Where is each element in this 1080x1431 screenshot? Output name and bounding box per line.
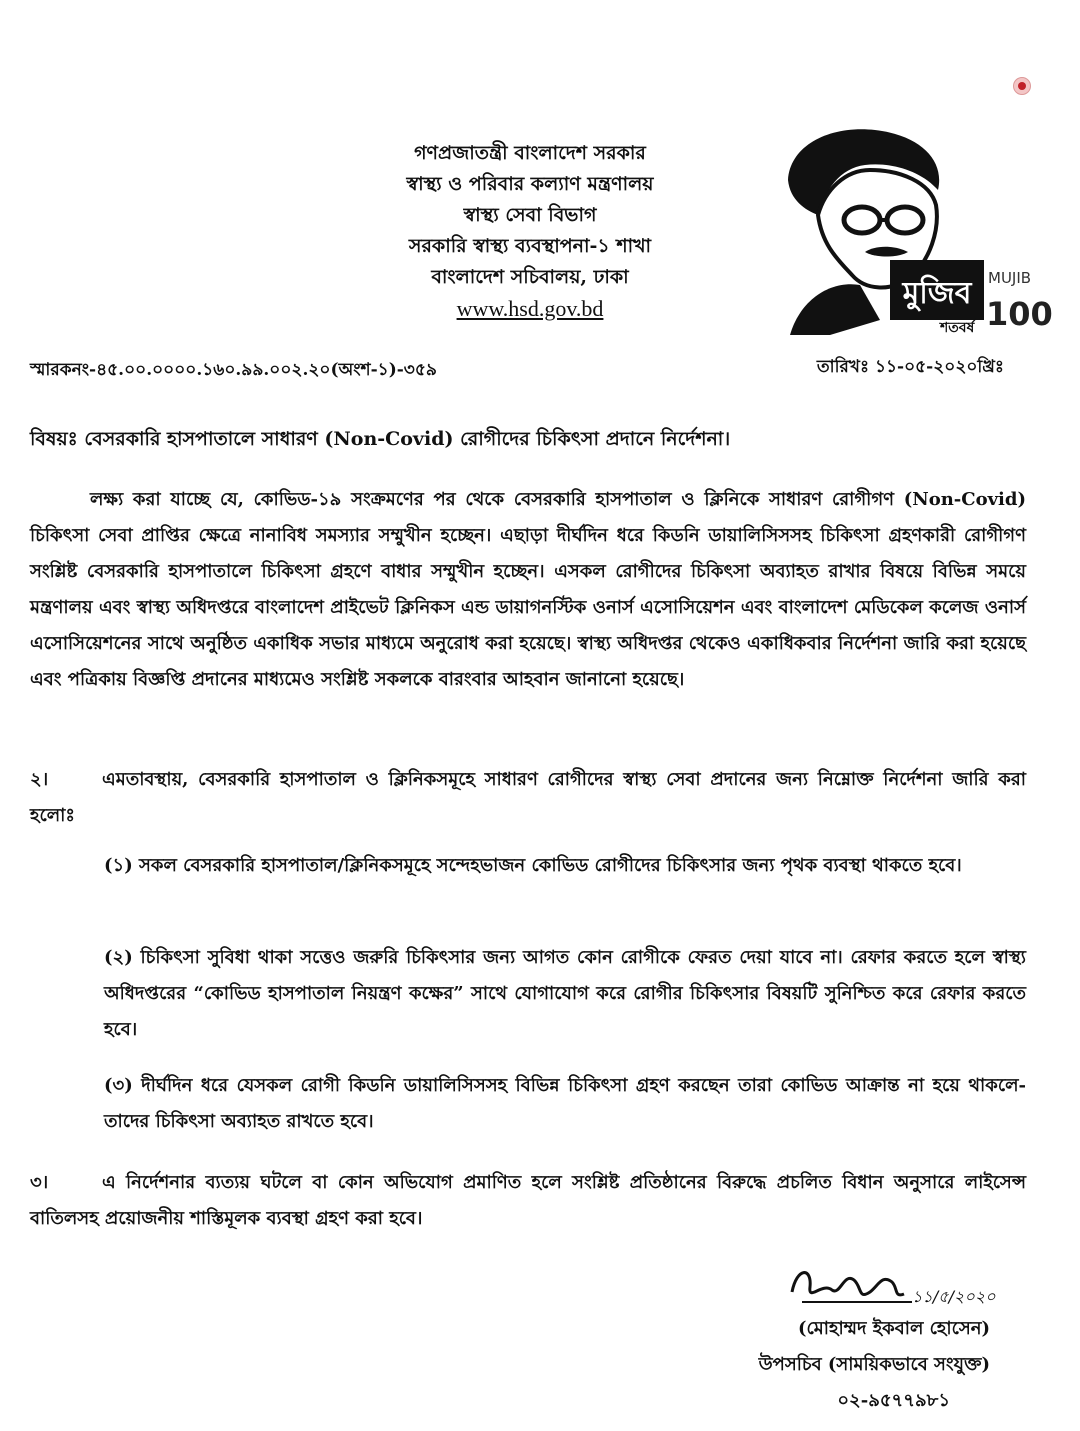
letterhead-line-ministry: স্বাস্থ্য ও পরিবার কল্যাণ মন্ত্রণালয়	[406, 173, 654, 195]
paragraph-2-text: এমতাবস্থায়, বেসরকারি হাসপাতাল ও ক্লিনিকসমূহে সাধারণ রোগীদের স্বাস্থ্য সেবা প্রদানের জন্য নিম্নোক্ত নির্দেশনা জারি করা হলোঃ	[30, 769, 1026, 826]
memo-number: স্মারকনং-৪৫.০০.০০০০.১৬০.৯৯.০০২.২০(অংশ-১)-৩৫৯	[30, 360, 437, 380]
paragraph-1: লক্ষ্য করা যাচ্ছে যে, কোভিড-১৯ সংক্রমণের পর থেকে বেসরকারি হাসপাতাল ও ক্লিনিকে সাধারণ রোগীগণ (Non-Covid) চিকিৎসা সেবা প্রাপ্তির ক্ষেত্রে নানাবিধ সমস্যার সম্মুখীন হচ্ছেন। এছাড়া দীর্ঘদিন ধরে কিডনি ডায়ালিসিসসহ চিকিৎসা গ্রহণকারী রোগীগণ সংশ্লিষ্ট বেসরকারি হাসপাতালে চিকিৎসা গ্রহণে বাধার সম্মুখীন হচ্ছেন। এসকল রোগীদের চিকিৎসা অব্যাহত রাখার বিষয়ে বিভিন্ন সময়ে মন্ত্রণালয় এবং স্বাস্থ্য অধিদপ্তরে বাংলাদেশ প্রাইভেট ক্লিনিকস এন্ড ডায়াগনস্টিক ওনার্স এসোসিয়েশন এবং বাংলাদেশ মেডিকেল কলেজ ওনার্স এসোসিয়েশনের সাথে অনুষ্ঠিত একাধিক সভার মাধ্যমে অনুরোধ করা হয়েছে। স্বাস্থ্য অধিদপ্তর থেকেও একাধিকবার নির্দেশনা জারি করা হয়েছে এবং পত্রিকায় বিজ্ঞপ্তি প্রদানের মাধ্যমেও সংশ্লিষ্ট সকলকে বারংবার আহবান জানানো হয়েছে।	[30, 489, 1026, 690]
signatory-name: (মোহাম্মদ ইকবাল হোসেন)	[797, 1318, 990, 1339]
directive-item-2: (২) চিকিৎসা সুবিধা থাকা সত্তেও জরুরি চিকিৎসার জন্য আগত কোন রোগীকে ফেরত দেয়া যাবে না। রেফার করতে হলে স্বাস্থ্য অধিদপ্তরের “কোভিড হাসপাতাল নিয়ন্ত্রণ কক্ষের” সাথে যোগাযোগ করে রোগীর চিকিৎসার বিষয়টি সুনিশ্চিত করে রেফার করতে হবে।	[104, 947, 1026, 1040]
mujib-borsho-logo	[770, 120, 1053, 336]
paragraph-2-number: ২।	[30, 769, 49, 790]
logo-title-text: মুজিব	[902, 276, 972, 311]
letterhead-line-address: বাংলাদেশ সচিবালয়, ঢাকা	[431, 266, 629, 288]
subject-line: বিষয়ঃ বেসরকারি হাসপাতালে সাধারণ (Non-Covid) রোগীদের চিকিৎসা প্রদানে নির্দেশনা।	[30, 428, 731, 450]
logo-number-text: 100	[986, 295, 1053, 333]
letterhead-line-division: স্বাস্থ্য সেবা বিভাগ	[463, 204, 597, 226]
paragraph-2	[30, 762, 1026, 834]
logo-subtitle-text: শতবর্ষ	[940, 320, 975, 336]
letterhead-line-government: গণপ্রজাতন্ত্রী বাংলাদেশ সরকার	[414, 142, 646, 164]
signatory-designation: উপসচিব (সাময়িকভাবে সংযুক্ত)	[758, 1354, 990, 1375]
signatory-phone: ০২-৯৫৭৭৯৮১	[837, 1390, 950, 1411]
directive-item-3: (৩) দীর্ঘদিন ধরে যেসকল রোগী কিডনি ডায়ালিসিসসহ বিভিন্ন চিকিৎসা গ্রহণ করছেন তারা কোভিড আক্রান্ত না হয়ে থাকলে- তাদের চিকিৎসা অব্যাহত রাখতে হবে।	[104, 1075, 1026, 1132]
handwritten-signature-icon	[782, 1262, 996, 1312]
letterhead-line-branch: সরকারি স্বাস্থ্য ব্যবস্থাপনা-১ শাখা	[408, 235, 652, 257]
paragraph-3-number: ৩।	[30, 1172, 49, 1193]
paragraph-3-text: এ নির্দেশনার ব্যত্যয় ঘটলে বা কোন অভিযোগ প্রমাণিত হলে সংশ্লিষ্ট প্রতিষ্ঠানের বিরুদ্ধে প্রচলিত বিধান অনুসারে লাইসেন্স বাতিলসহ প্রয়োজনীয় শাস্তিমূলক ব্যবস্থা গ্রহণ করা হবে।	[30, 1172, 1026, 1229]
portrait-icon	[770, 120, 1053, 336]
letterhead	[300, 138, 760, 324]
logo-latin-text: MUJIB	[988, 269, 1032, 287]
paragraph-3	[30, 1165, 1026, 1237]
memo-date: তারিখঃ ১১-০৫-২০২০খ্রিঃ	[816, 357, 1004, 377]
record-indicator-icon	[1013, 77, 1031, 95]
website-link[interactable]: www.hsd.gov.bd	[456, 296, 604, 321]
signature-date: ১১/৫/২০২০	[912, 1287, 996, 1306]
directive-item-1: (১) সকল বেসরকারি হাসপাতাল/ক্লিনিকসমূহে সন্দেহভাজন কোভিড রোগীদের চিকিৎসার জন্য পৃথক ব্যবস্থা থাকতে হবে।	[104, 855, 962, 876]
